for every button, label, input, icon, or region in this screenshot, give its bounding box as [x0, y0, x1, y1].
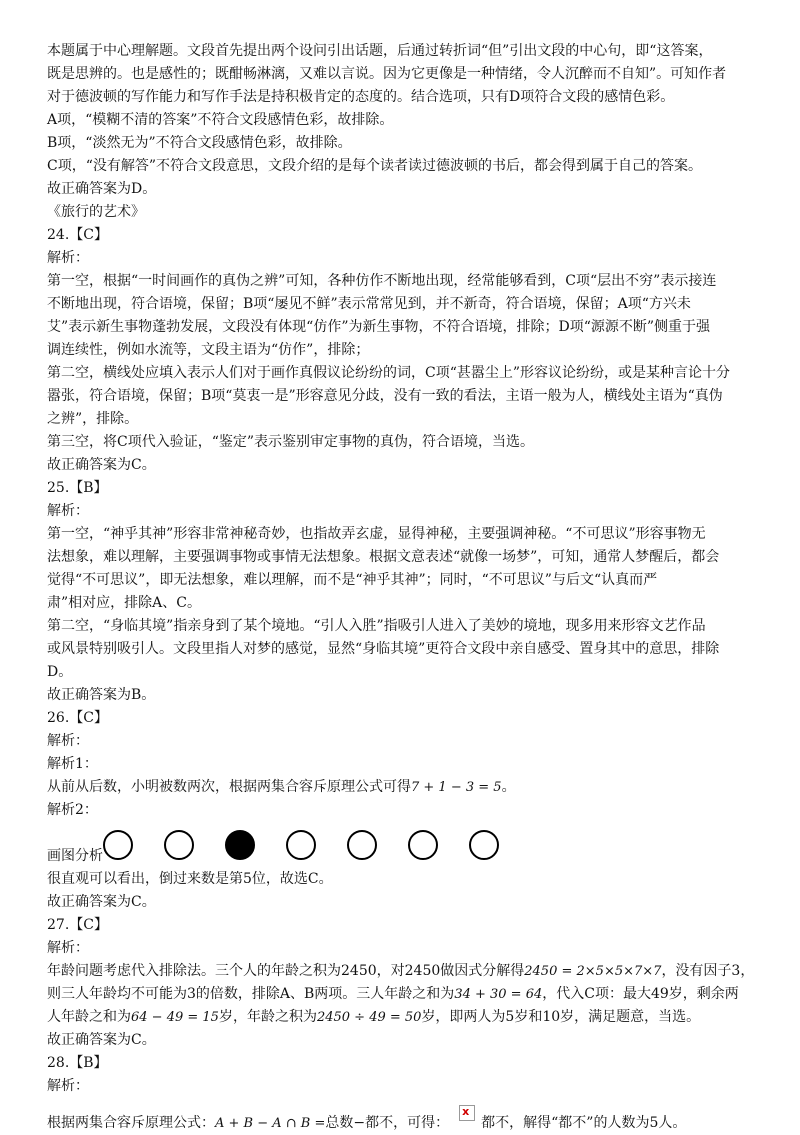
person-circle-icon — [408, 830, 438, 860]
analysis-label: 解析： — [47, 503, 89, 519]
option-c-explanation: C项，“没有解答”不符合文段意思，文段介绍的是每个读者读过德波顿的书后，都会得到属于自己的答案。 — [47, 158, 703, 174]
paragraph-line: 第一空，“神乎其神”形容非常神秘奇妙，也指故弄玄虚，显得神秘，主要强调神秘。“不可思议”形容事物无 — [47, 526, 706, 542]
person-circle-icon — [469, 830, 499, 860]
question-header-25: 25.【B】 — [47, 480, 108, 496]
analysis-label: 解析： — [47, 250, 89, 266]
paragraph-line — [47, 1006, 767, 1029]
paragraph-line: 第二空，横线处应填入表示人们对于画作真假议论纷纷的词，C项“甚嚣尘上”形容议论纷纷，或是某种言论十分 — [47, 365, 731, 381]
formula: 64 − 49 = 15 — [131, 1010, 219, 1025]
question-header-26: 26.【C】 — [47, 710, 108, 726]
text-run: 则三人年龄均不可能为3的倍数，排除A、B两项。三人年龄之和为 — [47, 986, 455, 1002]
formula: 2450 = 2×5×5×7×7 — [524, 964, 662, 979]
text-run: 根据两集合容斥原理公式： — [47, 1115, 215, 1131]
paragraph-line: 第三空，将C项代入验证，“鉴定”表示鉴别审定事物的真伪，符合语境，当选。 — [47, 434, 535, 450]
text-run: − — [353, 1115, 366, 1131]
analysis-label: 解析： — [47, 940, 89, 956]
formula: 7 + 1 − 3 = 5 — [411, 780, 502, 795]
text-run: ，代入C项：最大49岁，剩余两 — [542, 986, 739, 1002]
text-run: 都不，可得： — [365, 1115, 450, 1131]
answer-line: 故正确答案为B。 — [47, 687, 156, 703]
person-circle-icon — [164, 830, 194, 860]
text-run: 岁，即两人为5岁和10岁，满足题意，当选。 — [421, 1009, 701, 1025]
question-header-27: 27.【C】 — [47, 917, 108, 933]
section-title: 《旅行的艺术》 — [47, 204, 145, 220]
paragraph-line: 肃”相对应，排除A、C。 — [47, 595, 201, 611]
text-run: 总数 — [325, 1115, 354, 1131]
text-run: 都不，解得“都不”的人数为5人。 — [481, 1115, 687, 1131]
paragraph-line: 艾”表示新生事物蓬勃发展，文段没有体现“仿作”为新生事物，不符合语境，排除；D项“源源不断”侧重于强 — [47, 319, 711, 335]
question-header-28: 28.【B】 — [47, 1055, 108, 1071]
method-2-label: 解析2： — [47, 802, 98, 818]
person-circle-icon — [103, 830, 133, 860]
paragraph-line: 觉得“不可思议”，即无法想象，难以理解，而不是“神乎其神”；同时，“不可思议”与后文“认真而严 — [47, 572, 658, 588]
text-run: 岁，年龄之积为 — [218, 1009, 317, 1025]
paragraph-line — [47, 960, 767, 983]
formula: 2450 ÷ 49 = 50 — [316, 1010, 422, 1025]
paragraph-line: 嚣张，符合语境，保留；B项“莫衷一是”形容意见分歧，没有一致的看法，主语一般为人，横线处主语为“真伪 — [47, 388, 723, 404]
answer-explanation-document — [47, 40, 767, 1135]
answer-line: 故正确答案为C。 — [47, 1032, 156, 1048]
paragraph-line: 调连续性，例如水流等，文段主语为“仿作”，排除； — [47, 342, 370, 358]
paragraph-line: 第二空，“身临其境”指亲身到了某个境地。“引人入胜”指吸引人进入了美妙的境地，现多用来形容文艺作品 — [47, 618, 706, 634]
question-header-24: 24.【C】 — [47, 227, 108, 243]
formula: 34 + 30 = 64 — [454, 987, 543, 1002]
paragraph-line: 第一空，根据“一时间画作的真伪之辨”可知，各种仿作不断地出现，经常能够看到，C项“层出不穷”表示接连 — [47, 273, 717, 289]
diagram-label: 画图分析 — [47, 848, 103, 864]
analysis-label: 解析： — [47, 1078, 89, 1094]
answer-line: 故正确答案为C。 — [47, 894, 156, 910]
paragraph-line: 本题属于中心理解题。文段首先提出两个设问引出话题，后通过转折词“但”引出文段的中心句，即“这答案， — [47, 43, 713, 59]
text-run: ，没有因子3， — [661, 963, 755, 979]
paragraph-line: 对于德波顿的写作能力和写作手法是持积极肯定的态度的。结合选项，只有D项符合文段的感情色彩。 — [47, 89, 675, 105]
option-a-explanation: A项，“模糊不清的答案”不符合文段感情色彩，故排除。 — [47, 112, 394, 128]
paragraph-line — [47, 776, 767, 799]
option-b-explanation: B项，“淡然无为”不符合文段感情色彩，故排除。 — [47, 135, 352, 151]
method-1-text: 从前从后数，小明被数两次，根据两集合容斥原理公式可得 — [47, 779, 411, 795]
formula: A + B − A ∩ B = — [215, 1116, 326, 1131]
paragraph-line: 既是思辨的。也是感性的；既酣畅淋漓，又难以言说。因为它更像是一种情绪，令人沉醉而不自知”。可知作者 — [47, 66, 727, 82]
answer-line: 故正确答案为D。 — [47, 181, 157, 197]
person-circle-icon — [286, 830, 316, 860]
target-person-circle-icon — [225, 830, 255, 860]
queue-diagram-row — [47, 822, 767, 868]
broken-image-icon — [459, 1105, 475, 1121]
answer-line: 故正确答案为C。 — [47, 457, 156, 473]
person-circle-icon — [347, 830, 377, 860]
paragraph-line: 法想象，难以理解，主要强调事物或事情无法想象。根据文意表述“就像一场梦”，可知，通常人梦醒后，都会 — [47, 549, 720, 565]
punctuation: 。 — [501, 779, 516, 795]
paragraph-line — [47, 983, 767, 1006]
paragraph-line: 之辨”，排除。 — [47, 411, 139, 427]
analysis-label: 解析： — [47, 733, 89, 749]
paragraph-line: D。 — [47, 664, 73, 680]
text-run: 人年龄之和为 — [47, 1009, 131, 1025]
broken-image-glyph: x — [462, 1105, 470, 1118]
paragraph-line: 或风景特别吸引人。文段里指人对梦的感觉，显然“身临其境”更符合文段中亲自感受、置身其中的意思，排除 — [47, 641, 720, 657]
paragraph-line: 不断地出现，符合语境，保留；B项“屡见不鲜”表示常常见到，并不新奇，符合语境，保留；A项“方兴未 — [47, 296, 691, 312]
queue-diagram — [103, 830, 530, 860]
text-run: 年龄问题考虑代入排除法。三个人的年龄之积为2450，对2450做因式分解得 — [47, 963, 525, 979]
paragraph-line: 很直观可以看出，倒过来数是第5位，故选C。 — [47, 871, 333, 887]
method-1-label: 解析1： — [47, 756, 98, 772]
